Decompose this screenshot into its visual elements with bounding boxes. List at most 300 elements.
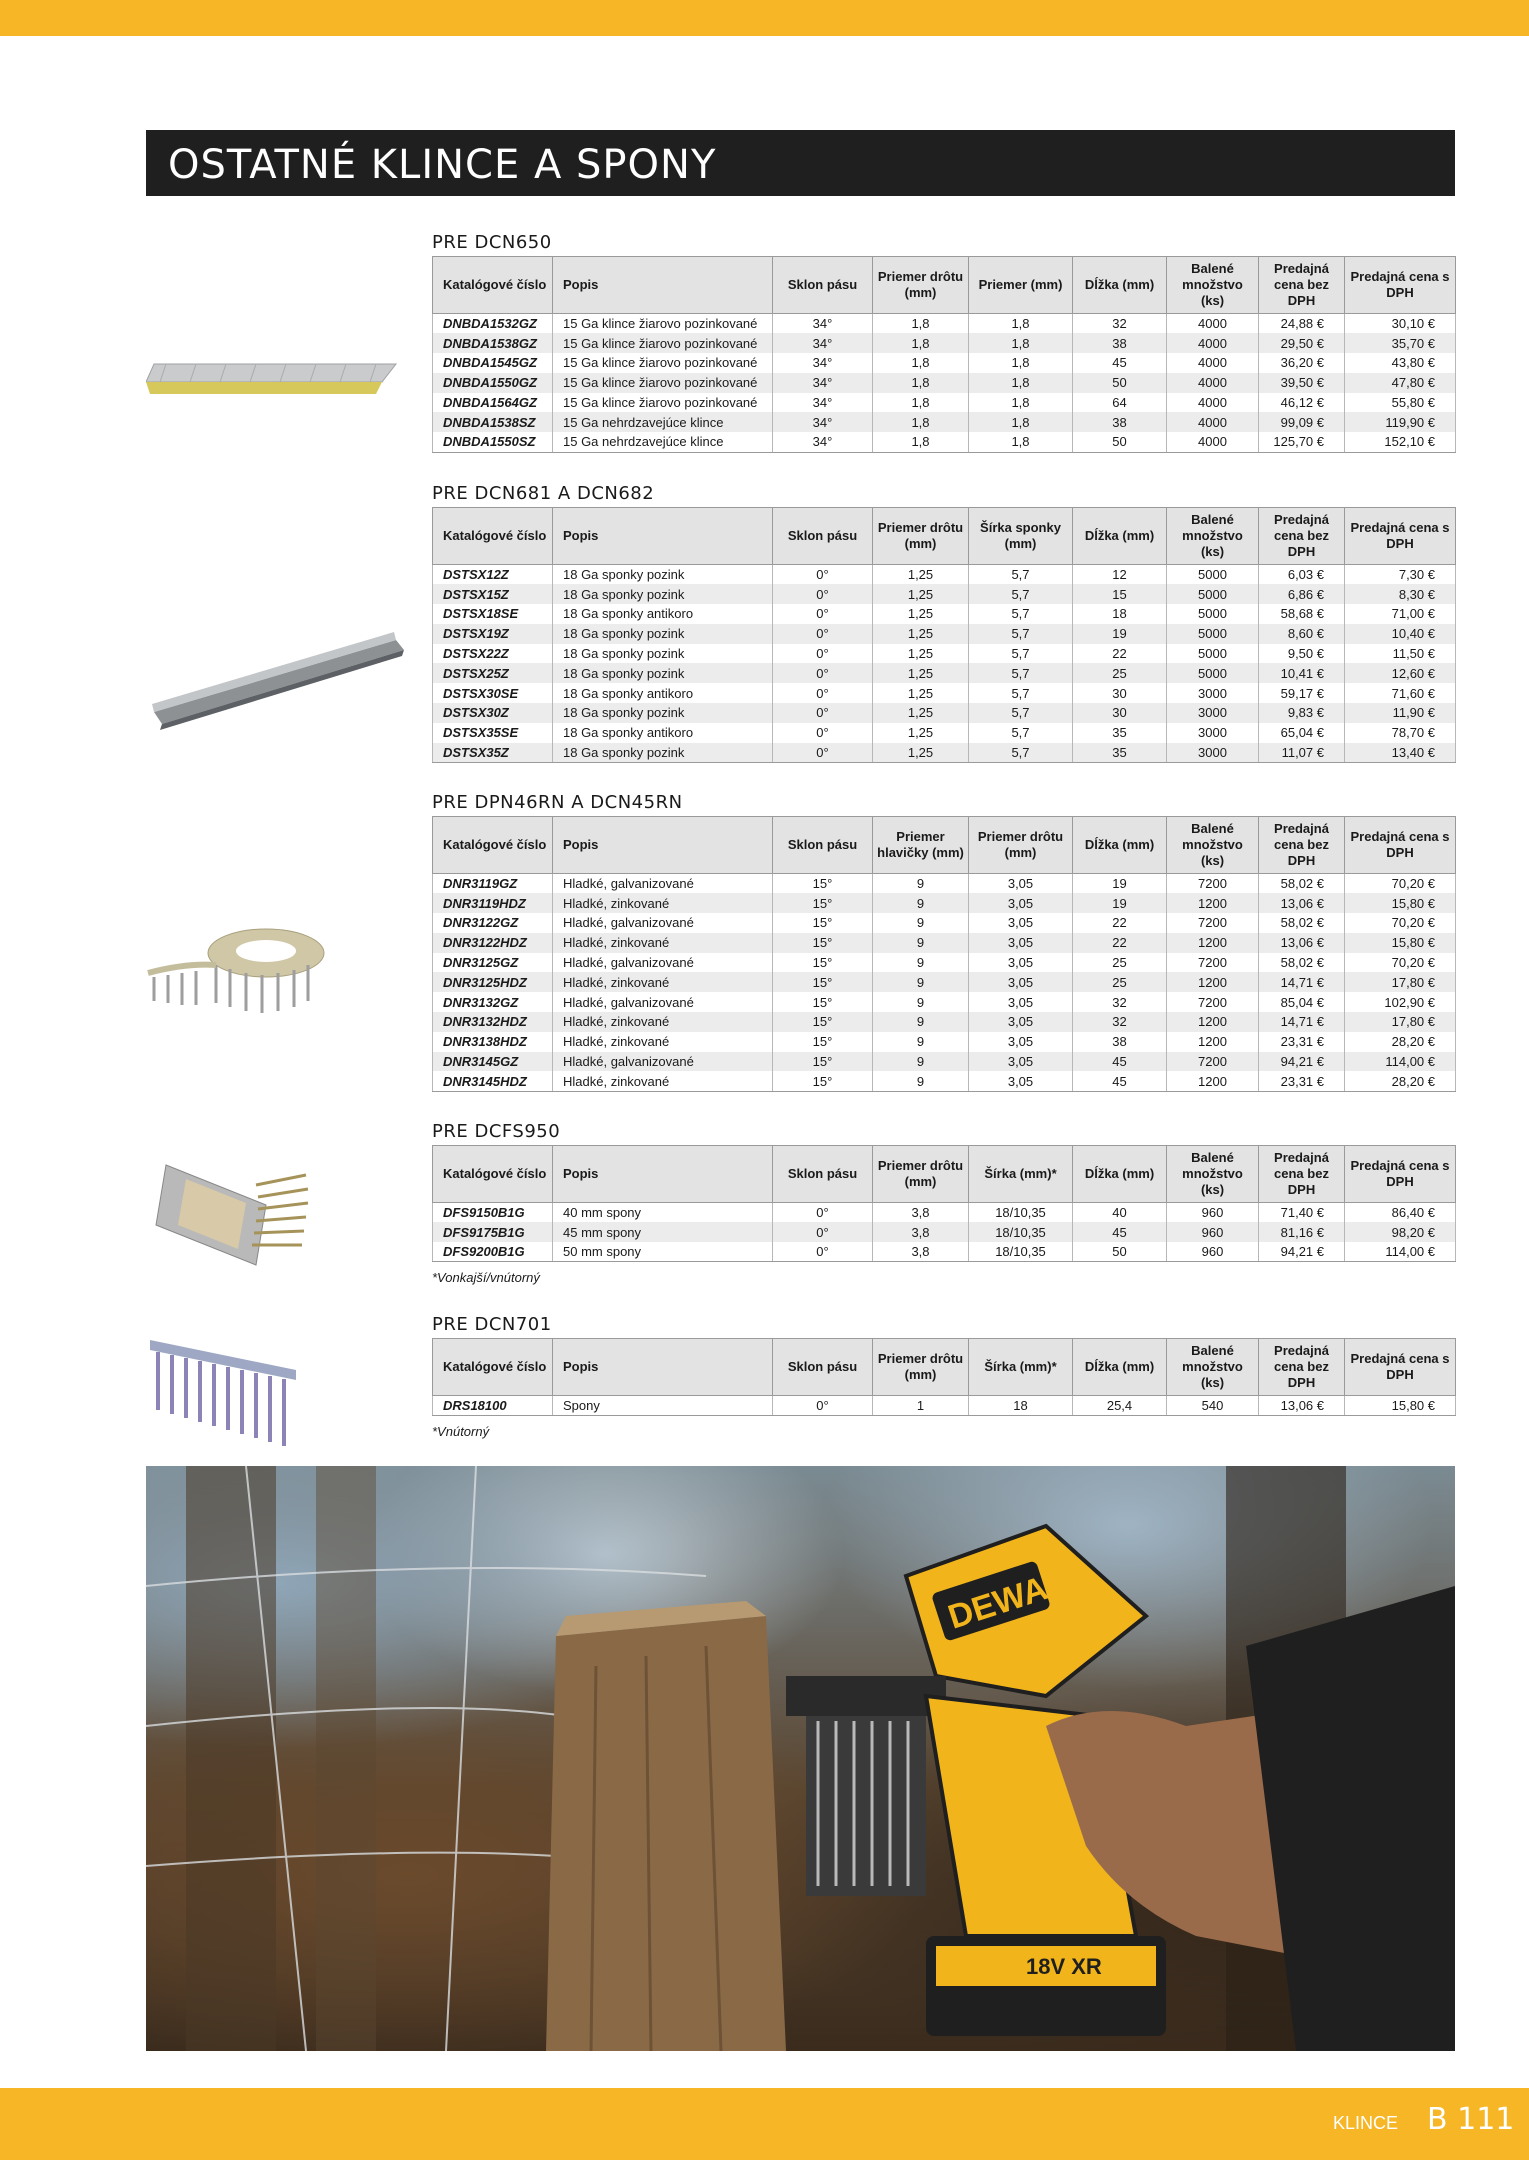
spec-value: 3,8 bbox=[873, 1242, 969, 1262]
spec-value: 15° bbox=[773, 1052, 873, 1072]
price-table bbox=[432, 1338, 1456, 1416]
price-without-vat: 94,21 € bbox=[1259, 1052, 1345, 1072]
spec-value: 3,05 bbox=[969, 1032, 1073, 1052]
catalog-number: DFS9150B1G bbox=[433, 1203, 553, 1223]
table-row bbox=[433, 743, 1456, 763]
spec-value: 960 bbox=[1167, 1242, 1259, 1262]
spec-value: 18 bbox=[1073, 604, 1167, 624]
col-header: Popis bbox=[553, 508, 773, 565]
straight-nail-strip-image bbox=[146, 356, 406, 406]
spec-value: 9 bbox=[873, 1032, 969, 1052]
spec-value: 30 bbox=[1073, 683, 1167, 703]
photo-illustration bbox=[146, 1466, 1455, 2051]
col-header: Balené množstvo (ks) bbox=[1167, 1146, 1259, 1203]
spec-value: 0° bbox=[773, 723, 873, 743]
price-without-vat: 58,02 € bbox=[1259, 913, 1345, 933]
col-header: Predajná cena s DPH bbox=[1345, 257, 1456, 314]
col-header: Dĺžka (mm) bbox=[1073, 1339, 1167, 1396]
section-heading: PRE DCN701 bbox=[432, 1314, 552, 1335]
price-without-vat: 23,31 € bbox=[1259, 1071, 1345, 1091]
catalog-number: DNBDA1545GZ bbox=[433, 353, 553, 373]
description: Hladké, galvanizované bbox=[553, 874, 773, 894]
spec-value: 18/10,35 bbox=[969, 1203, 1073, 1223]
table-row bbox=[433, 953, 1456, 973]
spec-value: 1200 bbox=[1167, 1071, 1259, 1091]
spec-value: 4000 bbox=[1167, 333, 1259, 353]
spec-value: 4000 bbox=[1167, 373, 1259, 393]
table-row bbox=[433, 893, 1456, 913]
catalog-number: DNBDA1538SZ bbox=[433, 412, 553, 432]
spec-value: 5000 bbox=[1167, 584, 1259, 604]
catalog-number: DNR3125HDZ bbox=[433, 972, 553, 992]
col-header: Predajná cena s DPH bbox=[1345, 1339, 1456, 1396]
spec-value: 1,8 bbox=[969, 432, 1073, 452]
catalog-number: DFS9200B1G bbox=[433, 1242, 553, 1262]
price-without-vat: 125,70 € bbox=[1259, 432, 1345, 452]
dewalt-logo: DEWALT bbox=[943, 1557, 1090, 1637]
spec-value: 3,05 bbox=[969, 1071, 1073, 1091]
price-with-vat: 11,90 € bbox=[1345, 703, 1456, 723]
catalog-number: DSTSX35SE bbox=[433, 723, 553, 743]
table-body bbox=[433, 1396, 1456, 1416]
price-without-vat: 59,17 € bbox=[1259, 683, 1345, 703]
price-with-vat: 17,80 € bbox=[1345, 1012, 1456, 1032]
col-header: Sklon pásu bbox=[773, 508, 873, 565]
price-without-vat: 24,88 € bbox=[1259, 314, 1345, 334]
spec-value: 4000 bbox=[1167, 412, 1259, 432]
footer-category: KLINCE bbox=[1333, 2113, 1399, 2133]
description: 18 Ga sponky pozink bbox=[553, 624, 773, 644]
spec-value: 15° bbox=[773, 1032, 873, 1052]
description: Hladké, zinkované bbox=[553, 893, 773, 913]
description: Hladké, zinkované bbox=[553, 1012, 773, 1032]
description: 15 Ga nehrdzavejúce klince bbox=[553, 412, 773, 432]
spec-value: 5000 bbox=[1167, 565, 1259, 585]
description: Hladké, galvanizované bbox=[553, 992, 773, 1012]
price-without-vat: 99,09 € bbox=[1259, 412, 1345, 432]
catalog-number: DSTSX22Z bbox=[433, 644, 553, 664]
product-photo bbox=[146, 1466, 1455, 2051]
catalog-number: DSTSX35Z bbox=[433, 743, 553, 763]
spec-value: 38 bbox=[1073, 412, 1167, 432]
col-header: Predajná cena s DPH bbox=[1345, 817, 1456, 874]
price-without-vat: 14,71 € bbox=[1259, 1012, 1345, 1032]
spec-value: 5,7 bbox=[969, 624, 1073, 644]
spec-value: 9 bbox=[873, 874, 969, 894]
bottom-accent-bar bbox=[0, 2088, 1529, 2160]
spec-value: 1,25 bbox=[873, 743, 969, 763]
price-with-vat: 43,80 € bbox=[1345, 353, 1456, 373]
catalog-number: DSTSX18SE bbox=[433, 604, 553, 624]
spec-value: 0° bbox=[773, 624, 873, 644]
catalog-number: DFS9175B1G bbox=[433, 1222, 553, 1242]
price-without-vat: 46,12 € bbox=[1259, 393, 1345, 413]
table-row bbox=[433, 933, 1456, 953]
col-header: Sklon pásu bbox=[773, 817, 873, 874]
price-without-vat: 29,50 € bbox=[1259, 333, 1345, 353]
section-heading: PRE DCN681 A DCN682 bbox=[432, 483, 655, 504]
spec-value: 1200 bbox=[1167, 1012, 1259, 1032]
catalog-number: DNBDA1538GZ bbox=[433, 333, 553, 353]
spec-value: 3000 bbox=[1167, 743, 1259, 763]
price-without-vat: 13,06 € bbox=[1259, 893, 1345, 913]
spec-value: 0° bbox=[773, 565, 873, 585]
catalog-number: DSTSX19Z bbox=[433, 624, 553, 644]
price-table bbox=[432, 507, 1456, 763]
spec-value: 3,05 bbox=[969, 1052, 1073, 1072]
table-row bbox=[433, 393, 1456, 413]
spec-value: 18/10,35 bbox=[969, 1222, 1073, 1242]
spec-value: 1,25 bbox=[873, 644, 969, 664]
table-row bbox=[433, 604, 1456, 624]
spec-value: 22 bbox=[1073, 913, 1167, 933]
section-dcn681-dcn682 bbox=[432, 481, 1455, 763]
price-without-vat: 14,71 € bbox=[1259, 972, 1345, 992]
col-header: Predajná cena bez DPH bbox=[1259, 817, 1345, 874]
col-header: Šírka (mm)* bbox=[969, 1339, 1073, 1396]
col-header: Katalógové číslo bbox=[433, 817, 553, 874]
description: 18 Ga sponky pozink bbox=[553, 663, 773, 683]
spec-value: 15° bbox=[773, 933, 873, 953]
col-header: Predajná cena bez DPH bbox=[1259, 257, 1345, 314]
table-row bbox=[433, 663, 1456, 683]
spec-value: 64 bbox=[1073, 393, 1167, 413]
spec-value: 18/10,35 bbox=[969, 1242, 1073, 1262]
table-row bbox=[433, 314, 1456, 334]
spec-value: 3,05 bbox=[969, 992, 1073, 1012]
spec-value: 32 bbox=[1073, 992, 1167, 1012]
price-without-vat: 9,50 € bbox=[1259, 644, 1345, 664]
table-row bbox=[433, 1222, 1456, 1242]
description: 18 Ga sponky pozink bbox=[553, 644, 773, 664]
spec-value: 1,25 bbox=[873, 584, 969, 604]
spec-value: 4000 bbox=[1167, 353, 1259, 373]
spec-value: 960 bbox=[1167, 1203, 1259, 1223]
col-header: Priemer (mm) bbox=[969, 257, 1073, 314]
spec-value: 1,8 bbox=[969, 353, 1073, 373]
spec-value: 38 bbox=[1073, 333, 1167, 353]
spec-value: 1,8 bbox=[873, 314, 969, 334]
catalog-number: DNR3132GZ bbox=[433, 992, 553, 1012]
price-with-vat: 30,10 € bbox=[1345, 314, 1456, 334]
spec-value: 1,8 bbox=[873, 373, 969, 393]
spec-value: 1,8 bbox=[969, 333, 1073, 353]
spec-value: 15° bbox=[773, 1012, 873, 1032]
coil-nails-image bbox=[146, 915, 336, 1025]
spec-value: 5,7 bbox=[969, 683, 1073, 703]
price-with-vat: 28,20 € bbox=[1345, 1071, 1456, 1091]
col-header: Balené množstvo (ks) bbox=[1167, 817, 1259, 874]
spec-value: 9 bbox=[873, 893, 969, 913]
spec-value: 7200 bbox=[1167, 874, 1259, 894]
spec-value: 19 bbox=[1073, 893, 1167, 913]
section-dcn701 bbox=[432, 1312, 1455, 1439]
spec-value: 1,8 bbox=[969, 412, 1073, 432]
description: Hladké, zinkované bbox=[553, 1032, 773, 1052]
price-with-vat: 86,40 € bbox=[1345, 1203, 1456, 1223]
catalog-number: DNR3122GZ bbox=[433, 913, 553, 933]
price-with-vat: 70,20 € bbox=[1345, 913, 1456, 933]
spec-value: 34° bbox=[773, 412, 873, 432]
spec-value: 25 bbox=[1073, 663, 1167, 683]
col-header: Predajná cena bez DPH bbox=[1259, 508, 1345, 565]
price-with-vat: 15,80 € bbox=[1345, 933, 1456, 953]
spec-value: 15° bbox=[773, 992, 873, 1012]
price-with-vat: 28,20 € bbox=[1345, 1032, 1456, 1052]
table-body bbox=[433, 874, 1456, 1092]
col-header: Predajná cena s DPH bbox=[1345, 508, 1456, 565]
spec-value: 15° bbox=[773, 972, 873, 992]
spec-value: 1,25 bbox=[873, 624, 969, 644]
section-heading: PRE DCN650 bbox=[432, 232, 552, 253]
spec-value: 25,4 bbox=[1073, 1396, 1167, 1416]
spec-value: 1,8 bbox=[969, 393, 1073, 413]
price-without-vat: 13,06 € bbox=[1259, 933, 1345, 953]
spec-value: 3,05 bbox=[969, 913, 1073, 933]
price-with-vat: 47,80 € bbox=[1345, 373, 1456, 393]
price-without-vat: 81,16 € bbox=[1259, 1222, 1345, 1242]
description: 45 mm spony bbox=[553, 1222, 773, 1242]
spec-value: 45 bbox=[1073, 1222, 1167, 1242]
catalog-number: DNR3125GZ bbox=[433, 953, 553, 973]
table-row bbox=[433, 1032, 1456, 1052]
spec-value: 1,25 bbox=[873, 703, 969, 723]
table-row bbox=[433, 703, 1456, 723]
spec-value: 22 bbox=[1073, 933, 1167, 953]
price-with-vat: 78,70 € bbox=[1345, 723, 1456, 743]
catalog-number: DNR3145GZ bbox=[433, 1052, 553, 1072]
spec-value: 34° bbox=[773, 353, 873, 373]
price-without-vat: 36,20 € bbox=[1259, 353, 1345, 373]
spec-value: 3,05 bbox=[969, 953, 1073, 973]
catalog-number: DSTSX12Z bbox=[433, 565, 553, 585]
catalog-number: DSTSX25Z bbox=[433, 663, 553, 683]
price-with-vat: 152,10 € bbox=[1345, 432, 1456, 452]
spec-value: 9 bbox=[873, 972, 969, 992]
spec-value: 9 bbox=[873, 992, 969, 1012]
spec-value: 5000 bbox=[1167, 624, 1259, 644]
table-row bbox=[433, 624, 1456, 644]
table-row bbox=[433, 412, 1456, 432]
col-header: Balené množstvo (ks) bbox=[1167, 1339, 1259, 1396]
table-row bbox=[433, 565, 1456, 585]
catalog-number: DSTSX30Z bbox=[433, 703, 553, 723]
table-row bbox=[433, 874, 1456, 894]
catalog-number: DNR3122HDZ bbox=[433, 933, 553, 953]
spec-value: 9 bbox=[873, 1071, 969, 1091]
table-row bbox=[433, 1396, 1456, 1416]
spec-value: 9 bbox=[873, 1052, 969, 1072]
spec-value: 3000 bbox=[1167, 723, 1259, 743]
spec-value: 5,7 bbox=[969, 565, 1073, 585]
price-with-vat: 17,80 € bbox=[1345, 972, 1456, 992]
title-band bbox=[146, 130, 1455, 196]
spec-value: 45 bbox=[1073, 1071, 1167, 1091]
col-header: Popis bbox=[553, 1339, 773, 1396]
col-header: Katalógové číslo bbox=[433, 257, 553, 314]
spec-value: 0° bbox=[773, 1242, 873, 1262]
catalog-number: DNR3132HDZ bbox=[433, 1012, 553, 1032]
col-header: Popis bbox=[553, 1146, 773, 1203]
spec-value: 35 bbox=[1073, 723, 1167, 743]
catalog-number: DNBDA1532GZ bbox=[433, 314, 553, 334]
catalog-number: DNR3145HDZ bbox=[433, 1071, 553, 1091]
table-body bbox=[433, 1203, 1456, 1262]
col-header: Predajná cena s DPH bbox=[1345, 1146, 1456, 1203]
table-footnote: *Vonkajší/vnútorný bbox=[432, 1270, 540, 1286]
catalog-number: DNBDA1564GZ bbox=[433, 393, 553, 413]
spec-value: 0° bbox=[773, 1203, 873, 1223]
spec-value: 1,8 bbox=[969, 314, 1073, 334]
table-row bbox=[433, 723, 1456, 743]
spec-value: 0° bbox=[773, 644, 873, 664]
description: 18 Ga sponky antikoro bbox=[553, 604, 773, 624]
battery-label: 18V XR bbox=[1026, 1954, 1102, 1979]
description: 15 Ga nehrdzavejúce klince bbox=[553, 432, 773, 452]
description: Spony bbox=[553, 1396, 773, 1416]
price-with-vat: 10,40 € bbox=[1345, 624, 1456, 644]
spec-value: 1,8 bbox=[873, 333, 969, 353]
spec-value: 34° bbox=[773, 373, 873, 393]
description: 18 Ga sponky pozink bbox=[553, 743, 773, 763]
spec-value: 0° bbox=[773, 703, 873, 723]
table-row bbox=[433, 913, 1456, 933]
spec-value: 35 bbox=[1073, 743, 1167, 763]
spec-value: 38 bbox=[1073, 1032, 1167, 1052]
spec-value: 1200 bbox=[1167, 972, 1259, 992]
description: Hladké, zinkované bbox=[553, 1071, 773, 1091]
col-header: Priemer drôtu (mm) bbox=[969, 817, 1073, 874]
spec-value: 15° bbox=[773, 1071, 873, 1091]
col-header: Dĺžka (mm) bbox=[1073, 257, 1167, 314]
spec-value: 15 bbox=[1073, 584, 1167, 604]
price-with-vat: 102,90 € bbox=[1345, 992, 1456, 1012]
spec-value: 5000 bbox=[1167, 644, 1259, 664]
spec-value: 19 bbox=[1073, 874, 1167, 894]
wire-staples-image bbox=[146, 1330, 306, 1450]
col-header: Predajná cena bez DPH bbox=[1259, 1339, 1345, 1396]
spec-value: 1200 bbox=[1167, 893, 1259, 913]
section-dpn46rn-dcn45rn bbox=[432, 790, 1455, 1092]
price-with-vat: 8,30 € bbox=[1345, 584, 1456, 604]
price-table bbox=[432, 1145, 1456, 1262]
price-with-vat: 71,00 € bbox=[1345, 604, 1456, 624]
page-title: OSTATNÉ KLINCE A SPONY bbox=[168, 142, 717, 188]
description: Hladké, zinkované bbox=[553, 972, 773, 992]
spec-value: 3,05 bbox=[969, 893, 1073, 913]
spec-value: 45 bbox=[1073, 353, 1167, 373]
price-with-vat: 55,80 € bbox=[1345, 393, 1456, 413]
spec-value: 5,7 bbox=[969, 723, 1073, 743]
description: Hladké, zinkované bbox=[553, 933, 773, 953]
col-header: Priemer drôtu (mm) bbox=[873, 1339, 969, 1396]
col-header: Balené množstvo (ks) bbox=[1167, 257, 1259, 314]
price-with-vat: 15,80 € bbox=[1345, 1396, 1456, 1416]
spec-value: 9 bbox=[873, 953, 969, 973]
description: 18 Ga sponky pozink bbox=[553, 584, 773, 604]
fence-staples-image bbox=[146, 1145, 316, 1295]
col-header: Popis bbox=[553, 817, 773, 874]
price-with-vat: 13,40 € bbox=[1345, 743, 1456, 763]
spec-value: 15° bbox=[773, 953, 873, 973]
spec-value: 32 bbox=[1073, 1012, 1167, 1032]
spec-value: 3,8 bbox=[873, 1222, 969, 1242]
staple-strip-image bbox=[146, 620, 406, 740]
spec-value: 5000 bbox=[1167, 604, 1259, 624]
spec-value: 50 bbox=[1073, 373, 1167, 393]
spec-value: 34° bbox=[773, 314, 873, 334]
spec-value: 7200 bbox=[1167, 1052, 1259, 1072]
spec-value: 540 bbox=[1167, 1396, 1259, 1416]
description: 18 Ga sponky pozink bbox=[553, 703, 773, 723]
spec-value: 45 bbox=[1073, 1052, 1167, 1072]
table-body bbox=[433, 565, 1456, 763]
description: Hladké, galvanizované bbox=[553, 1052, 773, 1072]
spec-value: 7200 bbox=[1167, 913, 1259, 933]
spec-value: 30 bbox=[1073, 703, 1167, 723]
col-header: Priemer drôtu (mm) bbox=[873, 257, 969, 314]
spec-value: 1200 bbox=[1167, 1032, 1259, 1052]
table-row bbox=[433, 1071, 1456, 1091]
spec-value: 9 bbox=[873, 913, 969, 933]
price-without-vat: 94,21 € bbox=[1259, 1242, 1345, 1262]
price-without-vat: 58,02 € bbox=[1259, 874, 1345, 894]
spec-value: 3,05 bbox=[969, 1012, 1073, 1032]
description: 15 Ga klince žiarovo pozinkované bbox=[553, 314, 773, 334]
col-header: Predajná cena bez DPH bbox=[1259, 1146, 1345, 1203]
spec-value: 3,05 bbox=[969, 972, 1073, 992]
table-row bbox=[433, 1052, 1456, 1072]
section-heading: PRE DCFS950 bbox=[432, 1121, 561, 1142]
spec-value: 0° bbox=[773, 1222, 873, 1242]
spec-value: 0° bbox=[773, 663, 873, 683]
spec-value: 9 bbox=[873, 1012, 969, 1032]
col-header: Dĺžka (mm) bbox=[1073, 817, 1167, 874]
spec-value: 32 bbox=[1073, 314, 1167, 334]
spec-value: 34° bbox=[773, 333, 873, 353]
col-header: Dĺžka (mm) bbox=[1073, 508, 1167, 565]
spec-value: 18 bbox=[969, 1396, 1073, 1416]
spec-value: 7200 bbox=[1167, 953, 1259, 973]
spec-value: 1,25 bbox=[873, 683, 969, 703]
spec-value: 0° bbox=[773, 584, 873, 604]
spec-value: 15° bbox=[773, 874, 873, 894]
description: 18 Ga sponky antikoro bbox=[553, 723, 773, 743]
spec-value: 34° bbox=[773, 432, 873, 452]
price-with-vat: 7,30 € bbox=[1345, 565, 1456, 585]
price-with-vat: 12,60 € bbox=[1345, 663, 1456, 683]
description: 15 Ga klince žiarovo pozinkované bbox=[553, 353, 773, 373]
spec-value: 1,25 bbox=[873, 565, 969, 585]
table-row bbox=[433, 644, 1456, 664]
description: Hladké, galvanizované bbox=[553, 913, 773, 933]
col-header: Priemer drôtu (mm) bbox=[873, 1146, 969, 1203]
spec-value: 0° bbox=[773, 1396, 873, 1416]
table-row bbox=[433, 373, 1456, 393]
catalog-number: DNBDA1550SZ bbox=[433, 432, 553, 452]
section-dcfs950 bbox=[432, 1119, 1455, 1285]
price-without-vat: 65,04 € bbox=[1259, 723, 1345, 743]
spec-value: 5,7 bbox=[969, 743, 1073, 763]
col-header: Balené množstvo (ks) bbox=[1167, 508, 1259, 565]
price-without-vat: 39,50 € bbox=[1259, 373, 1345, 393]
description: 18 Ga sponky antikoro bbox=[553, 683, 773, 703]
spec-value: 9 bbox=[873, 933, 969, 953]
spec-value: 1,8 bbox=[873, 353, 969, 373]
spec-value: 3,8 bbox=[873, 1203, 969, 1223]
col-header: Priemer hlavičky (mm) bbox=[873, 817, 969, 874]
spec-value: 3000 bbox=[1167, 683, 1259, 703]
